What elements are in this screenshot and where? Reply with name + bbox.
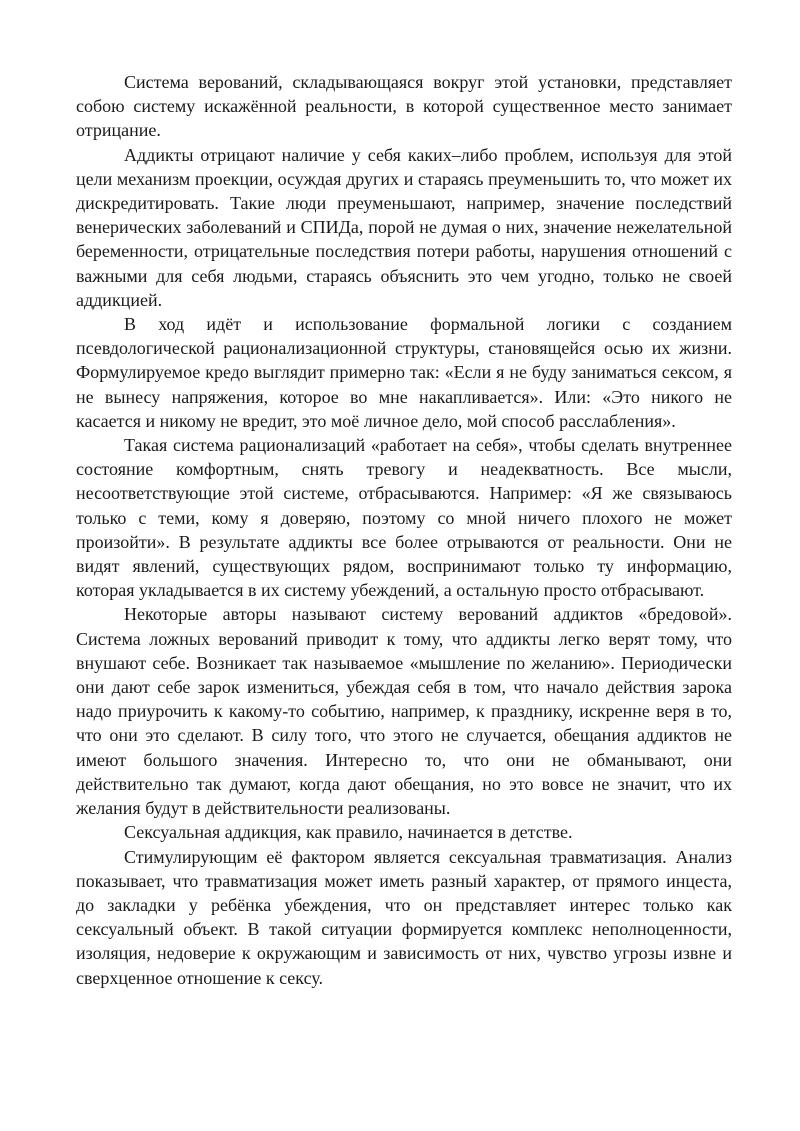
paragraph: Система верований, складывающаяся вокруг этой установки, представляет собою систему искажённой реальности, в которой существенное место занимает отрицание. <box>76 72 732 141</box>
paragraph: В ход идёт и использование формальной логики с созданием псевдологической рационализационной структуры, становящейся осью их жизни. Формулируемое кредо выглядит примерно так: «Если я не буду заниматься сексом, я не вынесу напряжения, которое во мне накапливается». Или: «Это никого не касается и никому не вредит, это моё личное дело, мой способ расслабления». <box>76 314 732 431</box>
paragraph: Такая система рационализаций «работает на себя», чтобы сделать внутреннее состояние комфортным, снять тревогу и неадекватность. Все мысли, несоответствующие этой системе, отбрасываются. Например: «Я же связываюсь только с теми, кому я доверяю, поэтому со мной ничего плохого не может произойти». В результате аддикты все более отрываются от реальности. Они не видят явлений, существующих рядом, воспринимают только ту информацию, которая укладывается в их систему убеждений, а остальную просто отбрасывают. <box>76 435 732 601</box>
paragraph: Некоторые авторы называют систему верований аддиктов «бредовой». Система ложных верований приводит к тому, что аддикты легко верят тому, что внушают себе. Возникает так называемое «мышление по желанию». Периодически они дают себе зарок измениться, убеждая себя в том, что начало действия зарока надо приурочить к какому-то событию, например, к празднику, искренне веря в то, что они это сделают. В силу того, что этого не случается, обещания аддиктов не имеют большого значения. Интересно то, что они не обманывают, они действительно так думают, когда дают обещания, но это вовсе не значит, что их желания будут в действительности реализованы. <box>76 604 732 819</box>
paragraph: Аддикты отрицают наличие у себя каких–либо проблем, используя для этой цели механизм проекции, осуждая других и стараясь преуменьшить то, что может их дискредитировать. Такие люди преуменьшают, например, значение последствий венерических заболеваний и СПИДа, порой не думая о них, значение нежелательной беременности, отрицательные последствия потери работы, нарушения отношений с важными для себя людьми, стараясь объяснить это чем угодно, только не своей аддикцией. <box>76 144 732 310</box>
paragraph: Сексуальная аддикция, как правило, начинается в детстве. <box>124 822 573 843</box>
document-page <box>76 70 732 990</box>
paragraph: Стимулирующим её фактором является сексуальная травматизация. Анализ показывает, что травматизация может иметь разный характер, от прямого инцеста, до закладки у ребёнка убеждения, что он представляет интерес только как сексуальный объект. В такой ситуации формируется комплекс неполноценности, изоляция, недоверие к окружающим и зависимость от них, чувство угрозы извне и сверхценное отношение к сексу. <box>76 846 732 988</box>
